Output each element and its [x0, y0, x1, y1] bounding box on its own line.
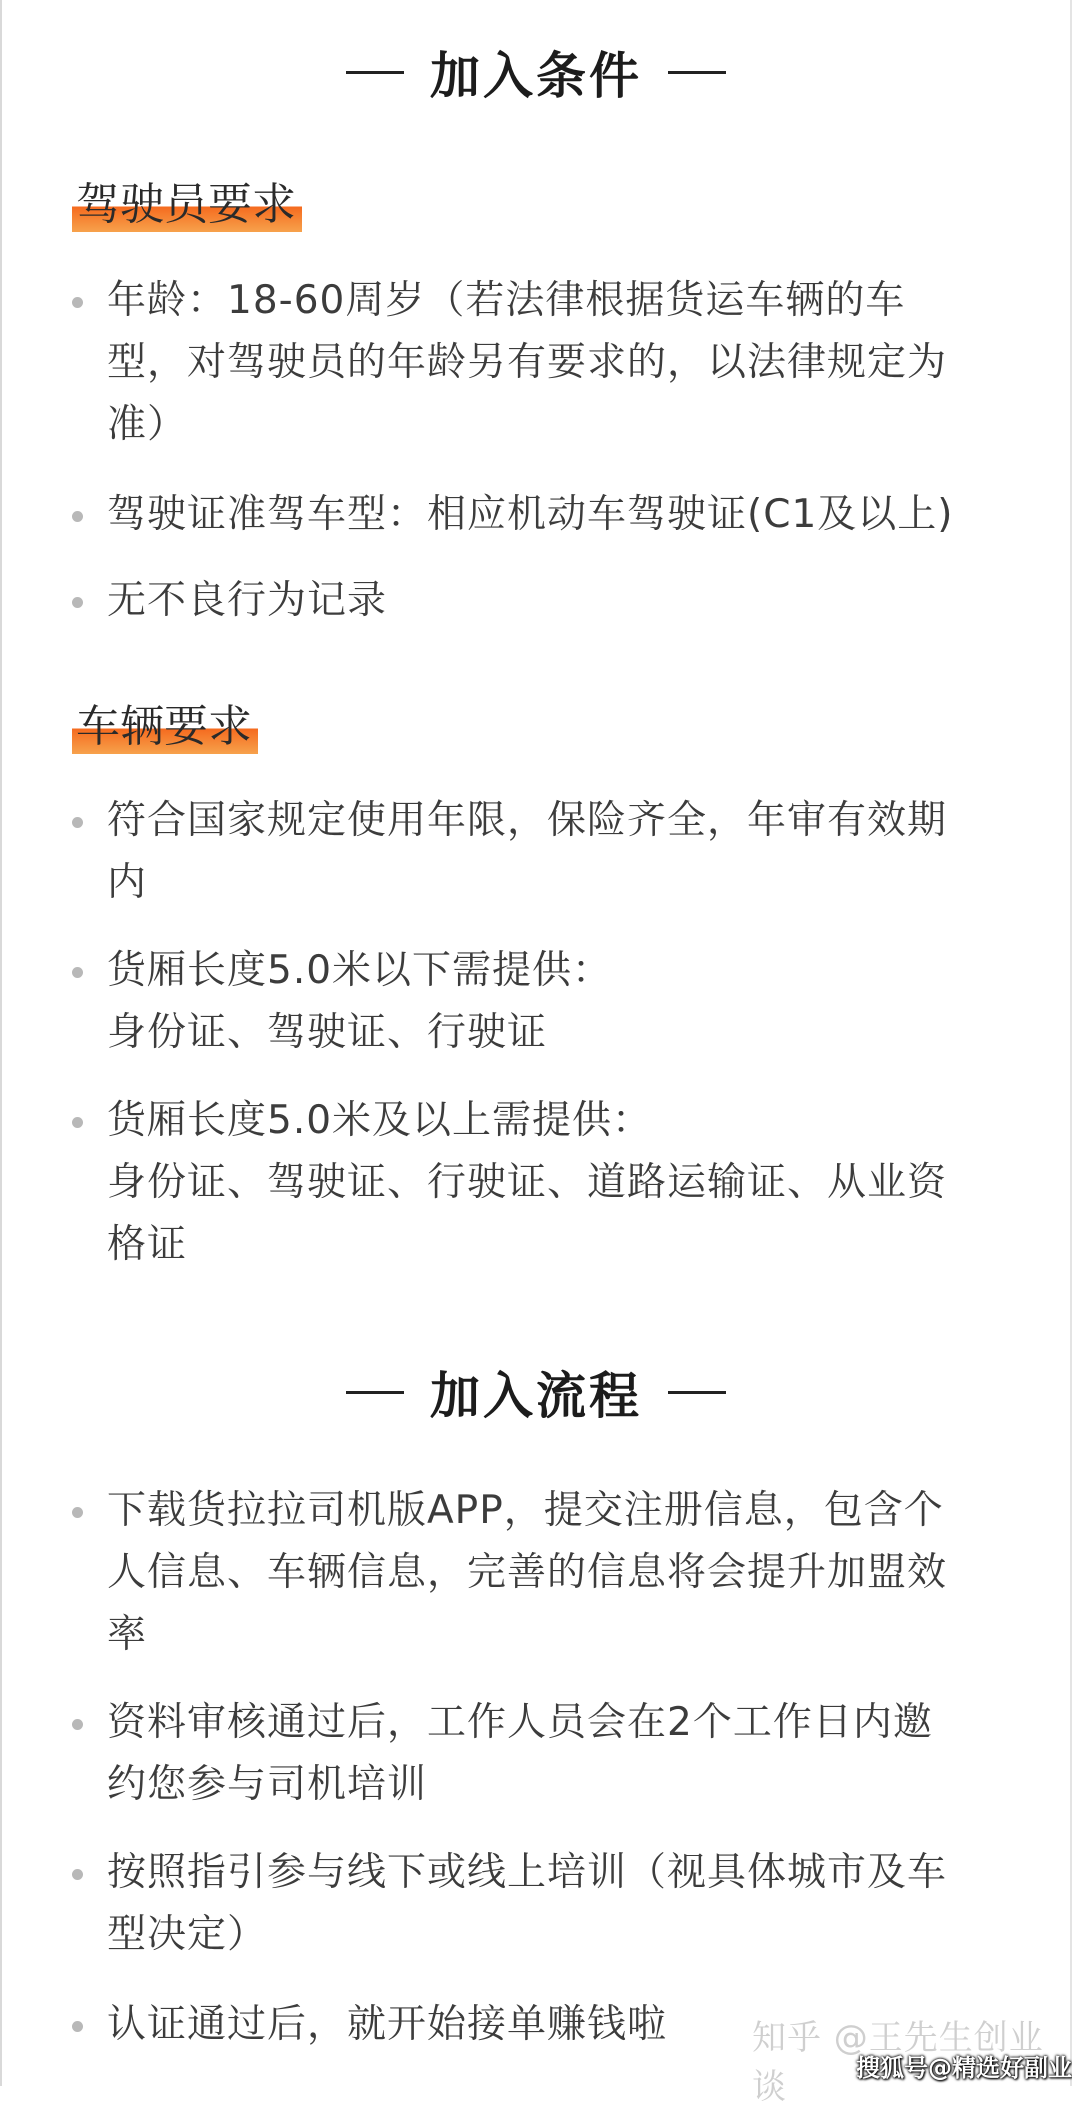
bullet-dot-icon — [72, 1719, 83, 1730]
section-title-text: 加入流程 — [430, 1367, 642, 1425]
watermark-zhihu: 知乎 @王先生创业谈 — [752, 2018, 1044, 2107]
list-item-text: 资料审核通过后，工作人员会在2个工作日内邀 约您参与司机培训 — [107, 1700, 933, 1807]
bullet-dot-icon — [72, 817, 83, 828]
title-line-right — [668, 1391, 726, 1394]
list-item-text: 下载货拉拉司机版APP，提交注册信息，包含个 人信息、车辆信息，完善的信息将会提升加盟效 率 — [107, 1488, 948, 1657]
list-item — [72, 790, 992, 914]
list-item-text: 货厢长度5.0米以下需提供： 身份证、驾驶证、行驶证 — [107, 948, 613, 1055]
list-item-text: 年龄：18-60周岁（若法律根据货运车辆的车 型，对驾驶员的年龄另有要求的，以法律规定为 准） — [107, 278, 948, 447]
watermark-sohu: 搜狐号@精选好副业 — [856, 2054, 1072, 2082]
title-line-right — [668, 71, 726, 74]
bullet-dot-icon — [72, 1117, 83, 1128]
title-line-left — [346, 1391, 404, 1394]
list-item — [72, 1692, 992, 1816]
list-item — [72, 1842, 992, 1966]
list-item — [72, 1090, 992, 1276]
list-item-text: 符合国家规定使用年限，保险齐全，年审有效期 内 — [107, 798, 948, 905]
bullet-dot-icon — [72, 1507, 83, 1518]
bullet-dot-icon — [72, 2021, 83, 2032]
list-item — [72, 484, 992, 546]
section-title-text: 加入条件 — [430, 47, 642, 105]
section-title-join-process — [0, 1356, 1072, 1428]
bullet-dot-icon — [72, 597, 83, 608]
list-item-text: 无不良行为记录 — [107, 578, 388, 623]
subheading-vehicle-requirements: 车辆要求 — [72, 690, 258, 754]
bullet-dot-icon — [72, 297, 83, 308]
list-item — [72, 1480, 992, 1666]
bullet-dot-icon — [72, 511, 83, 522]
bullet-dot-icon — [72, 967, 83, 978]
list-item-text: 认证通过后，就开始接单赚钱啦 — [107, 2002, 668, 2047]
title-line-left — [346, 71, 404, 74]
page-border-left — [0, 0, 2, 2086]
subheading-driver-requirements: 驾驶员要求 — [72, 168, 302, 232]
list-item — [72, 940, 992, 1064]
list-item-text: 驾驶证准驾车型：相应机动车驾驶证(C1及以上) — [107, 492, 954, 537]
list-item — [72, 570, 992, 632]
list-item-text: 按照指引参与线下或线上培训（视具体城市及车 型决定） — [107, 1850, 948, 1957]
section-title-join-conditions — [0, 36, 1072, 108]
list-item-text: 货厢长度5.0米及以上需提供： 身份证、驾驶证、行驶证、道路运输证、从业资 格证 — [107, 1098, 948, 1267]
bullet-dot-icon — [72, 1869, 83, 1880]
list-item — [72, 270, 992, 456]
